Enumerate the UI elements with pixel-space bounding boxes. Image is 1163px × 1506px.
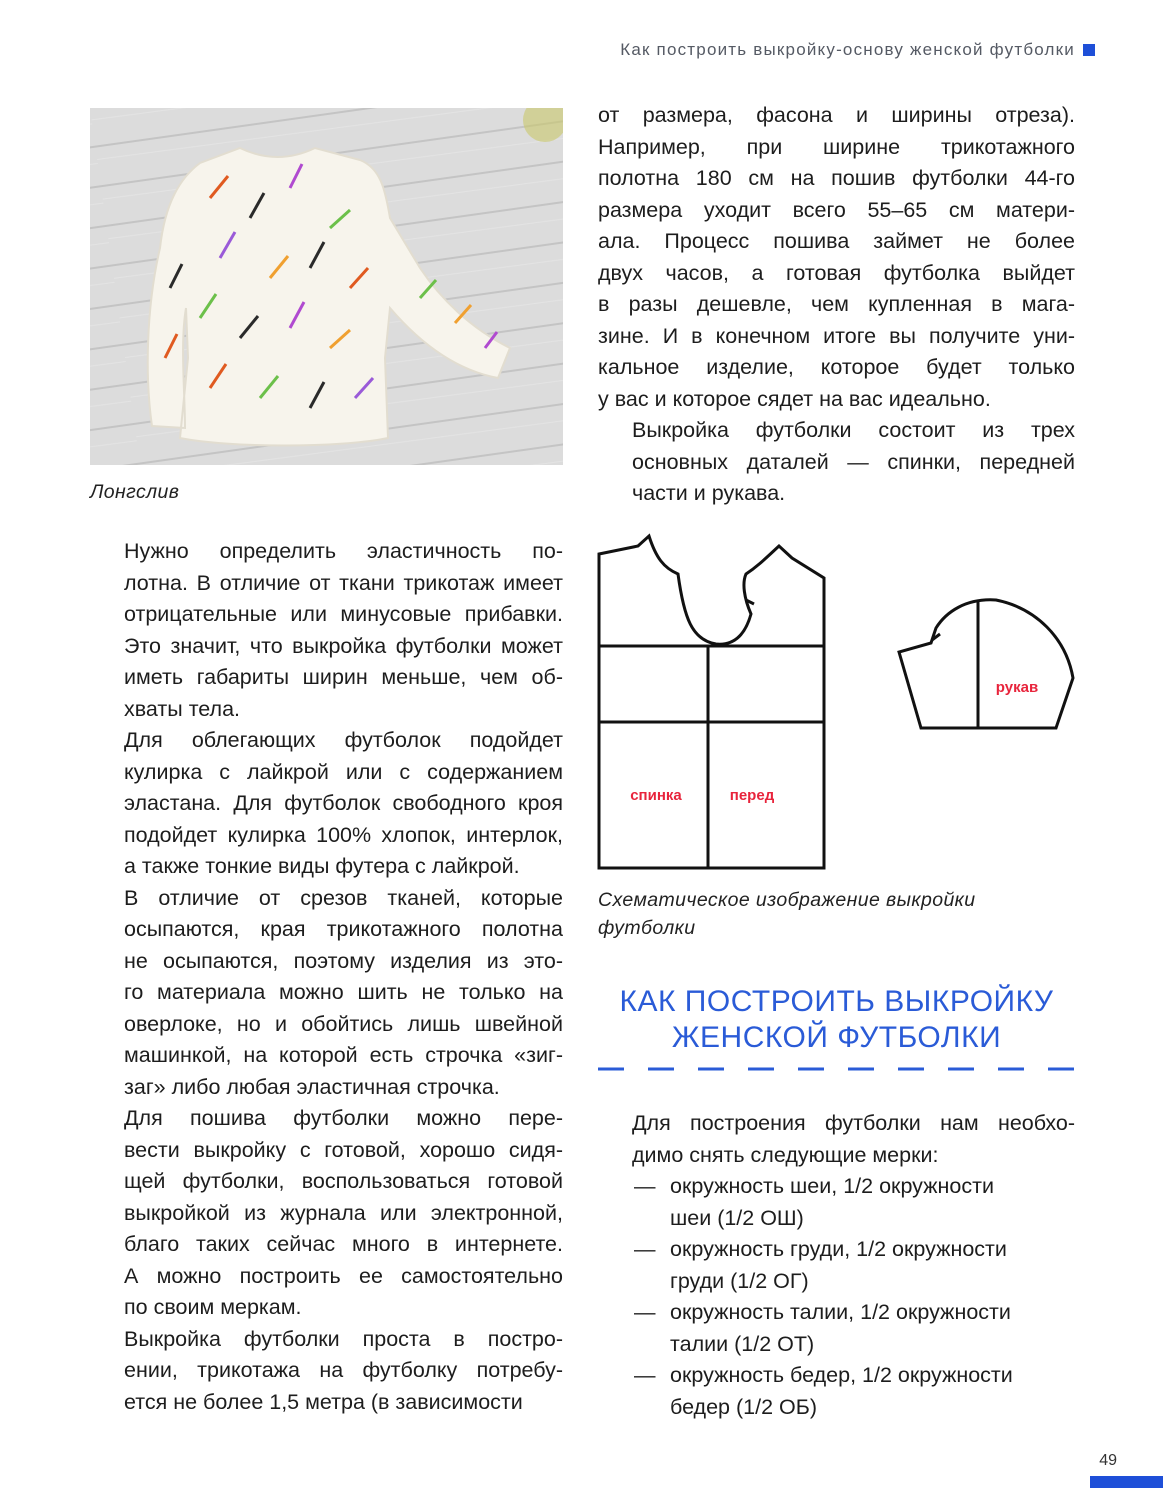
tshirt-pattern-diagram <box>596 528 1076 874</box>
measurement-line: груди (1/2 ОГ) <box>670 1268 809 1293</box>
section-dashed-rule <box>598 1066 1075 1072</box>
list-dash: — <box>634 1300 656 1324</box>
text-line: В отличие от срезов тканей, которые <box>124 885 563 910</box>
text-line: щей футболки, воспользоваться готовой <box>124 1169 563 1193</box>
text-line: не осыпаются, поэтому изделия из это- <box>124 948 563 973</box>
text-line: заг» либо любая эластичная строчка. <box>124 1074 500 1099</box>
text-line: Для пошива футболки можно пере- <box>124 1106 563 1130</box>
text-line: ала. Процесс пошива займет не более <box>598 229 1075 253</box>
measurement-item <box>598 1234 1075 1297</box>
text-line: в разы дешевле, чем купленная в мага- <box>598 292 1075 316</box>
measurement-item <box>598 1297 1075 1360</box>
back-label: спинка <box>630 787 682 804</box>
text-line: Для облегающих футболок подойдет <box>124 728 563 752</box>
measurement-item <box>598 1360 1075 1423</box>
measurements-list <box>598 1171 1075 1423</box>
section-title-line-2: ЖЕНСКОЙ ФУТБОЛКИ <box>671 1021 1002 1054</box>
paragraph <box>90 725 563 883</box>
section-title-line-1: КАК ПОСТРОИТЬ ВЫКРОЙКУ <box>619 985 1054 1018</box>
measurement-line: бедер (1/2 ОБ) <box>670 1394 818 1419</box>
text-line: благо таких сейчас много в интернете. <box>124 1232 563 1256</box>
measurements-intro <box>598 1108 1075 1171</box>
sleeve-outline <box>899 600 1073 728</box>
photo-caption: Лонгслив <box>90 481 180 503</box>
text-line: ении, трикотажа на футболку потребу- <box>124 1358 563 1382</box>
text-line: А можно построить ее самостоятельно <box>124 1263 563 1288</box>
right-column-text <box>598 100 1075 510</box>
text-line: от размера, фасона и ширины отреза). <box>598 103 1075 127</box>
list-dash: — <box>634 1363 656 1387</box>
list-dash: — <box>634 1174 656 1198</box>
text-line: иметь габариты ширин меньше, чем об- <box>124 665 563 689</box>
text-line: отрицательные или минусовые прибавки. <box>124 602 563 626</box>
text-line: осыпаются, края трикотажного полотна <box>124 917 563 941</box>
text-line: машинкой, на которой есть строчка «зиг- <box>124 1043 563 1067</box>
diagram-caption-line-1: Схематическое изображение выкройки <box>598 889 976 911</box>
text-line: эластана. Для футболок свободного кроя <box>124 791 563 815</box>
text-line: полотна 180 см на пошив футболки 44-го <box>598 166 1075 190</box>
left-column-text <box>90 536 563 1418</box>
measurement-line: окружность талии, 1/2 окружности <box>670 1300 1011 1324</box>
paragraph <box>90 1324 563 1419</box>
paragraph <box>598 100 1075 415</box>
text-line: выкройкой из журнала или электронной, <box>124 1200 563 1225</box>
measurement-line: окружность шеи, 1/2 окружности <box>670 1174 994 1198</box>
text-line: кулирка с лайкрой или с содержанием <box>124 759 563 784</box>
list-dash: — <box>634 1237 656 1261</box>
measurement-line: талии (1/2 ОТ) <box>670 1331 815 1356</box>
header-marker-square <box>1083 44 1095 56</box>
paragraph <box>598 415 1075 510</box>
section-title <box>598 984 1075 1056</box>
text-line: хваты тела. <box>124 696 241 721</box>
text-line: кальное изделие, которое будет только <box>598 355 1075 379</box>
front-label: перед <box>729 787 775 804</box>
running-title: Как построить выкройку-основу женской футболки <box>620 40 1075 59</box>
text-line: вести выкройку с готовой, хорошо сидя- <box>124 1137 563 1162</box>
longsleeve-illustration <box>90 108 563 465</box>
measurement-line: шеи (1/2 ОШ) <box>670 1205 804 1230</box>
diagram-caption-line-2: футболки <box>598 917 696 939</box>
text-line: Нужно определить эластичность по- <box>124 539 563 563</box>
text-line: подойдет кулирка 100% хлопок, интерлок, <box>124 822 563 847</box>
measurement-line: окружность бедер, 1/2 окружности <box>670 1363 1013 1387</box>
text-line: Выкройка футболки проста в постро- <box>124 1326 563 1351</box>
longsleeve-photo <box>90 108 563 465</box>
text-line: зине. И в конечном итоге вы получите уни- <box>598 323 1075 348</box>
page-number: 49 <box>1099 1452 1117 1469</box>
text-line: го материала можно шить не только на <box>124 980 563 1004</box>
page-corner-bar <box>1090 1476 1163 1488</box>
diagram-caption <box>598 886 1075 942</box>
paragraph <box>90 883 563 1104</box>
text-line: Это значит, что выкройка футболки может <box>124 633 563 658</box>
intro-line-1: Для построения футболки нам необхо- <box>632 1111 1075 1135</box>
measurement-line: окружность груди, 1/2 окружности <box>670 1237 1007 1261</box>
paragraph <box>90 1103 563 1324</box>
text-line: двух часов, а готовая футболка выйдет <box>598 260 1075 285</box>
text-line: ется не более 1,5 метра (в зависимости <box>124 1389 523 1414</box>
text-line: оверлоке, но и обойтись лишь швейной <box>124 1011 563 1036</box>
intro-line-2: димо снять следующие мерки: <box>632 1142 939 1167</box>
bodice-outline <box>599 536 824 868</box>
text-line: у вас и которое сядет на вас идеально. <box>598 386 991 411</box>
measurement-item <box>598 1171 1075 1234</box>
text-line: размера уходит всего 55–65 см матери- <box>598 197 1075 222</box>
text-line: части и рукава. <box>632 481 786 505</box>
paragraph <box>90 536 563 725</box>
text-line: лотна. В отличие от ткани трикотаж имеет <box>124 570 563 595</box>
text-line: а также тонкие виды футера с лайкрой. <box>124 854 520 878</box>
text-line: Выкройка футболки состоит из трех <box>632 418 1075 442</box>
running-header <box>620 40 1075 60</box>
measurements-block <box>598 1108 1075 1423</box>
text-line: по своим меркам. <box>124 1295 302 1319</box>
sleeve-label: рукав <box>995 679 1039 696</box>
text-line: Например, при ширине трикотажного <box>598 134 1075 159</box>
text-line: основных даталей — спинки, передней <box>632 449 1075 474</box>
